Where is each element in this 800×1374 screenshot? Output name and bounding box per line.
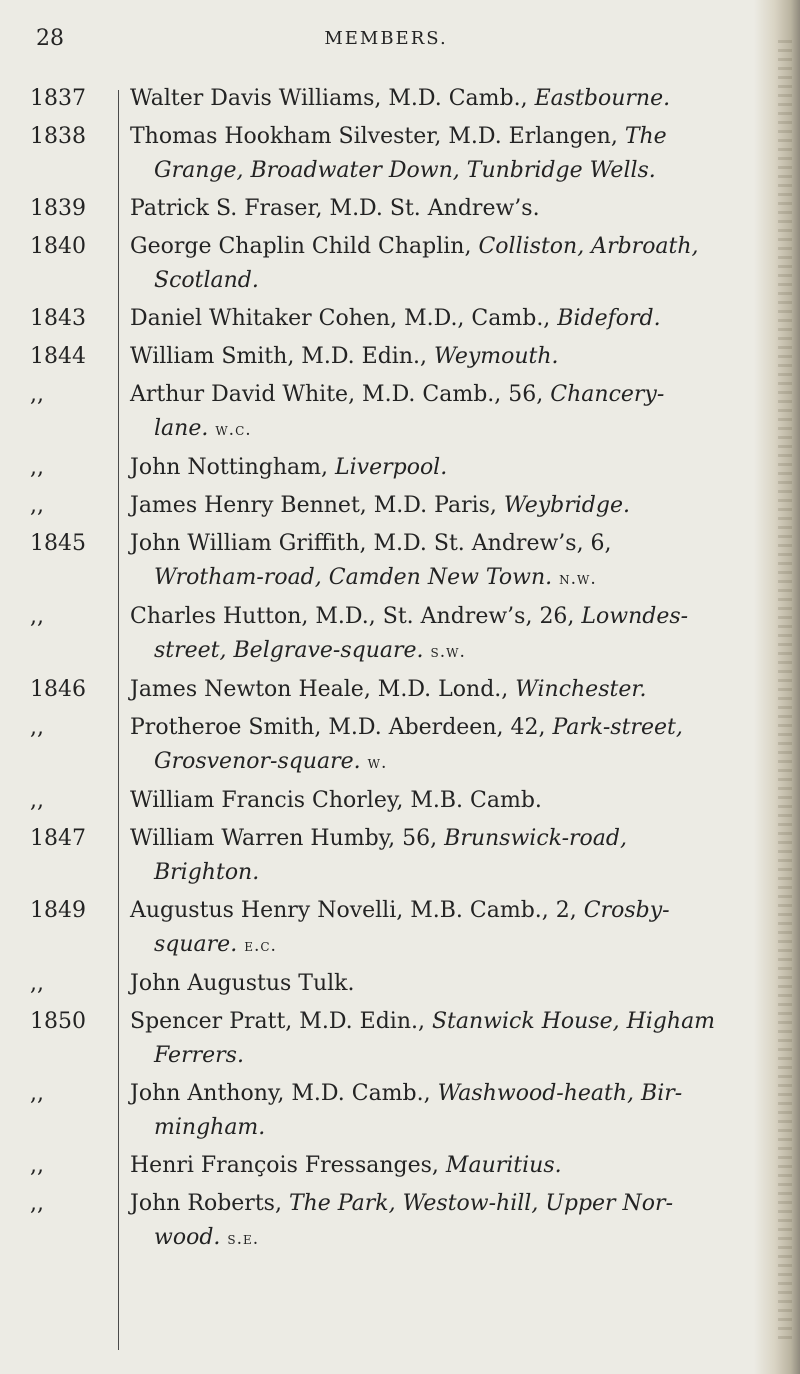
member-address: Weymouth. — [434, 344, 559, 369]
member-entry — [30, 451, 770, 485]
postal-district: e.c. — [244, 936, 277, 956]
address-continuation — [130, 1039, 768, 1073]
entry-list — [30, 82, 770, 1256]
address-continuation — [130, 412, 768, 447]
member-name: William Smith, M.D. Edin., — [130, 344, 434, 369]
member-name: Thomas Hookham Silvester, M.D. Erlangen, — [130, 124, 625, 149]
member-entry — [30, 711, 770, 780]
member-address: Chancery- — [550, 382, 665, 407]
member-address: Lowndes- — [581, 604, 689, 629]
page-number: 28 — [36, 26, 64, 51]
member-entry — [30, 527, 770, 596]
member-name: Walter Davis Williams, M.D. Camb., — [130, 86, 535, 111]
member-entry — [30, 822, 770, 890]
member-details — [130, 527, 768, 596]
postal-district: n.w. — [559, 569, 597, 589]
member-name: George Chaplin Child Chaplin, — [130, 234, 479, 259]
member-address: Bideford. — [557, 306, 661, 331]
member-details — [130, 1187, 768, 1256]
member-entry — [30, 192, 770, 226]
address-continuation — [130, 856, 768, 890]
member-address-continued: square. — [154, 932, 238, 957]
election-year: 1844 — [30, 344, 86, 369]
member-name: James Henry Bennet, M.D. Paris, — [130, 493, 504, 518]
election-year: 1846 — [30, 677, 86, 702]
member-address: Colliston, Arbroath, — [478, 234, 699, 259]
member-name: John William Griffith, M.D. St. Andrew’s, 6, — [130, 531, 612, 556]
member-address: Park-street, — [552, 715, 683, 740]
member-details — [130, 673, 768, 707]
member-details — [130, 1077, 768, 1145]
election-year: ,, — [30, 604, 44, 629]
member-name: Protheroe Smith, M.D. Aberdeen, 42, — [130, 715, 553, 740]
member-entry — [30, 967, 770, 1001]
member-name: Patrick S. Fraser, M.D. St. Andrew’s. — [130, 196, 540, 221]
member-name: Charles Hutton, M.D., St. Andrew’s, 26, — [130, 604, 582, 629]
election-year: ,, — [30, 1191, 44, 1216]
member-address: Winchester. — [515, 677, 647, 702]
member-address-continued: Ferrers. — [154, 1043, 244, 1068]
member-address-continued: street, Belgrave-square. — [154, 638, 424, 663]
election-year: 1847 — [30, 826, 86, 851]
address-continuation — [130, 154, 768, 188]
election-year: 1845 — [30, 531, 86, 556]
member-entry — [30, 120, 770, 188]
address-continuation — [130, 928, 768, 963]
election-year: 1837 — [30, 86, 86, 111]
member-entry — [30, 378, 770, 447]
member-name: John Augustus Tulk. — [130, 971, 355, 996]
member-address-continued: mingham. — [154, 1115, 266, 1140]
member-address-continued: Scotland. — [154, 268, 259, 293]
election-year: ,, — [30, 971, 44, 996]
member-name: James Newton Heale, M.D. Lond., — [130, 677, 516, 702]
member-address-continued: Grosvenor-square. — [154, 749, 361, 774]
address-continuation — [130, 561, 768, 596]
members-register — [30, 82, 770, 1260]
member-details — [130, 600, 768, 669]
member-details — [130, 378, 768, 447]
member-details — [130, 967, 768, 1001]
member-address: Weybridge. — [503, 493, 630, 518]
member-address: Washwood-heath, Bir- — [437, 1081, 683, 1106]
election-year: 1840 — [30, 234, 86, 259]
member-address: Eastbourne. — [534, 86, 671, 111]
member-details — [130, 451, 768, 485]
member-entry — [30, 784, 770, 818]
address-continuation — [130, 1221, 768, 1256]
member-entry — [30, 82, 770, 116]
member-address: Stanwick House, Higham — [431, 1009, 716, 1034]
member-address: Brunswick-road, — [444, 826, 627, 851]
election-year: ,, — [30, 493, 44, 518]
member-details — [130, 489, 768, 523]
member-address-continued: wood. — [154, 1225, 221, 1250]
member-entry — [30, 894, 770, 963]
member-details — [130, 822, 768, 890]
member-address-continued: lane. — [154, 416, 209, 441]
postal-district: s.w. — [430, 642, 466, 662]
election-year: ,, — [30, 382, 44, 407]
election-year: ,, — [30, 715, 44, 740]
postal-district: s.e. — [227, 1229, 260, 1249]
member-address: Crosby- — [583, 898, 670, 923]
member-entry — [30, 1187, 770, 1256]
member-name: William Warren Humby, 56, — [130, 826, 445, 851]
member-entry — [30, 230, 770, 298]
member-details — [130, 120, 768, 188]
member-name: Henri François Fressanges, — [130, 1153, 446, 1178]
postal-district: w. — [367, 753, 388, 773]
address-continuation — [130, 745, 768, 780]
election-year: 1849 — [30, 898, 86, 923]
member-name: John Anthony, M.D. Camb., — [130, 1081, 438, 1106]
election-year: ,, — [30, 1153, 44, 1178]
postal-district: w.c. — [215, 420, 252, 440]
member-name: Spencer Pratt, M.D. Edin., — [130, 1009, 432, 1034]
member-name: John Roberts, — [130, 1191, 289, 1216]
member-name: Augustus Henry Novelli, M.B. Camb., 2, — [130, 898, 584, 923]
election-year: 1843 — [30, 306, 86, 331]
election-year: ,, — [30, 788, 44, 813]
member-address: Liverpool. — [335, 455, 448, 480]
member-address-continued: Grange, Broadwater Down, Tunbridge Wells. — [154, 158, 656, 183]
member-details — [130, 711, 768, 780]
election-year: 1839 — [30, 196, 86, 221]
member-entry — [30, 302, 770, 336]
page-header — [36, 26, 736, 66]
member-entry — [30, 489, 770, 523]
member-details — [130, 302, 768, 336]
member-details — [130, 230, 768, 298]
running-head: MEMBERS. — [324, 28, 448, 49]
member-entry — [30, 1149, 770, 1183]
member-entry — [30, 1005, 770, 1073]
member-details — [130, 340, 768, 374]
member-entry — [30, 673, 770, 707]
member-address: Mauritius. — [445, 1153, 562, 1178]
address-continuation — [130, 634, 768, 669]
member-details — [130, 1149, 768, 1183]
election-year: ,, — [30, 1081, 44, 1106]
member-address: The Park, Westow-hill, Upper Nor- — [288, 1191, 673, 1216]
member-address: The — [624, 124, 667, 149]
election-year: 1838 — [30, 124, 86, 149]
member-details — [130, 192, 768, 226]
member-name: John Nottingham, — [130, 455, 335, 480]
member-details — [130, 784, 768, 818]
member-details — [130, 894, 768, 963]
member-name: Daniel Whitaker Cohen, M.D., Camb., — [130, 306, 558, 331]
member-entry — [30, 600, 770, 669]
member-name: Arthur David White, M.D. Camb., 56, — [130, 382, 551, 407]
election-year: ,, — [30, 455, 44, 480]
member-details — [130, 1005, 768, 1073]
member-address-continued: Wrotham-road, Camden New Town. — [154, 565, 553, 590]
member-details — [130, 82, 768, 116]
member-name: William Francis Chorley, M.B. Camb. — [130, 788, 542, 813]
member-address-continued: Brighton. — [154, 860, 260, 885]
member-entry — [30, 340, 770, 374]
member-entry — [30, 1077, 770, 1145]
address-continuation — [130, 1111, 768, 1145]
address-continuation — [130, 264, 768, 298]
election-year: 1850 — [30, 1009, 86, 1034]
